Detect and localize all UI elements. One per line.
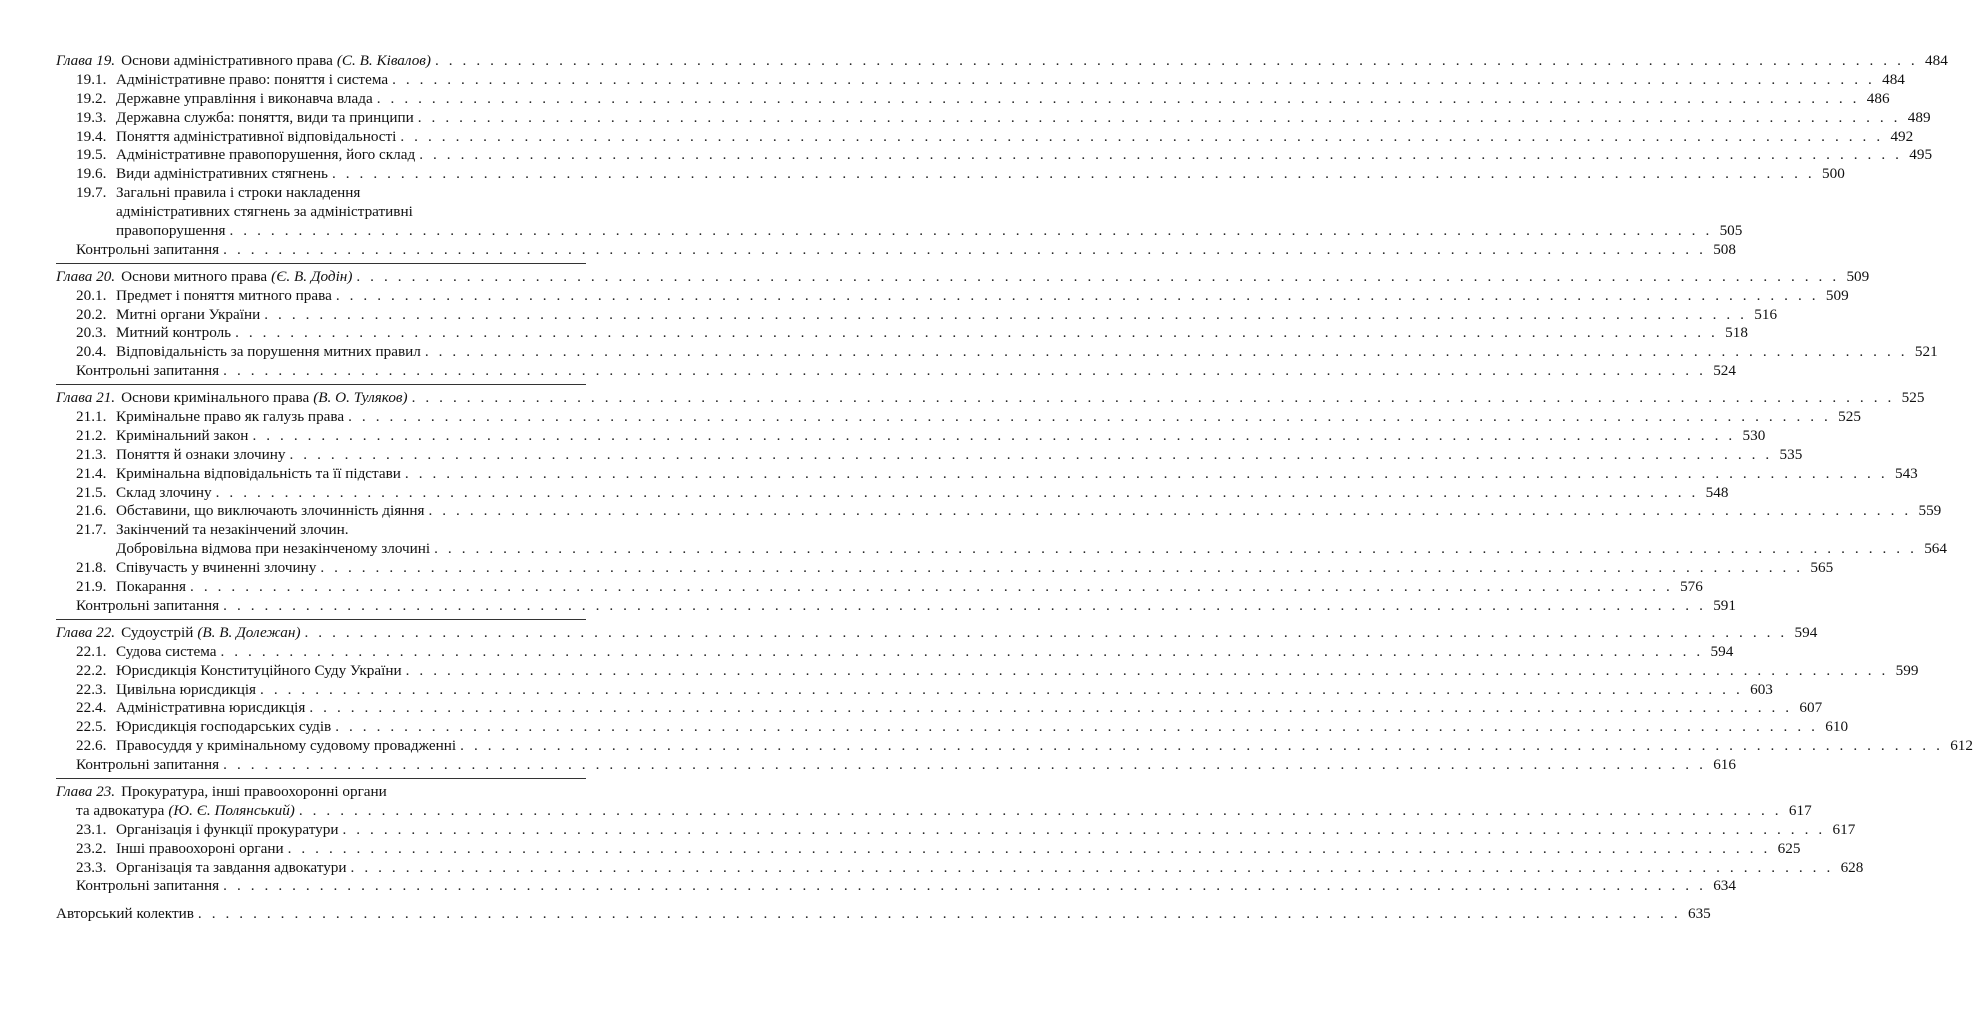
section-text bbox=[76, 718, 331, 737]
chapter-page: 525 bbox=[1901, 389, 1925, 407]
section-number: 21.5. bbox=[76, 483, 107, 501]
chapter-page: 509 bbox=[1846, 267, 1870, 285]
section-title: Цивільна юрисдикція bbox=[116, 680, 257, 698]
section-page: 518 bbox=[1725, 324, 1748, 342]
section-title: Організація та завдання адвокатури bbox=[116, 858, 347, 876]
dot-leader bbox=[290, 446, 1773, 465]
dot-leader bbox=[230, 222, 1713, 241]
chapter-page: 617 bbox=[1788, 801, 1812, 819]
section-number: 21.9. bbox=[76, 578, 107, 596]
section-title: Адміністративна юрисдикція bbox=[116, 699, 306, 717]
section-number: 21.4. bbox=[76, 464, 107, 482]
dot-leader bbox=[435, 52, 1918, 71]
section-number: 23.3. bbox=[76, 858, 107, 876]
dot-leader bbox=[406, 662, 1889, 681]
chapter-title: Основи кримінального права bbox=[121, 389, 310, 407]
section-title: Співучасть у вчиненні злочину bbox=[116, 559, 317, 577]
dot-leader bbox=[460, 737, 1943, 756]
dot-leader bbox=[309, 699, 1792, 718]
section-number: 23.1. bbox=[76, 820, 107, 838]
chapter-label: Глава 19. bbox=[56, 52, 116, 69]
section-text bbox=[76, 662, 402, 681]
section-page: 548 bbox=[1705, 483, 1729, 501]
chapter-block bbox=[56, 623, 1973, 779]
section-page: 492 bbox=[1890, 127, 1914, 145]
section-text bbox=[76, 146, 415, 165]
section-title: Кримінальний закон bbox=[116, 426, 249, 444]
chapter-author: (В. В. Долежан) bbox=[197, 623, 301, 641]
chapter-title-cont: та адвокатура bbox=[76, 801, 165, 819]
section-text bbox=[76, 71, 388, 90]
section-page: 559 bbox=[1918, 502, 1942, 520]
dot-leader bbox=[332, 165, 1815, 184]
section-entry-cont bbox=[56, 203, 586, 222]
section-text bbox=[76, 699, 305, 718]
section-entry bbox=[56, 464, 1918, 484]
section-title: Юрисдикція Конституційного Суду України bbox=[116, 661, 402, 679]
chapter-heading-text bbox=[56, 624, 301, 643]
dot-leader bbox=[198, 905, 1681, 924]
section-entry bbox=[56, 445, 1803, 465]
dot-leader bbox=[264, 306, 1747, 325]
section-text bbox=[76, 821, 338, 840]
chapter-block bbox=[56, 782, 1864, 899]
chapter-label: Глава 20. bbox=[56, 267, 116, 285]
dot-leader bbox=[299, 802, 1782, 821]
section-text bbox=[76, 427, 248, 446]
section-page: 617 bbox=[1832, 820, 1856, 838]
section-entry bbox=[56, 70, 1905, 90]
section-page: 565 bbox=[1810, 559, 1834, 577]
section-page: 500 bbox=[1822, 165, 1845, 183]
section-page: 610 bbox=[1825, 718, 1849, 736]
section-text bbox=[76, 559, 316, 578]
section-entry bbox=[56, 699, 1823, 718]
section-number: 22.2. bbox=[76, 661, 107, 679]
authors-entry bbox=[56, 905, 1711, 924]
section-title: Загальні правила і строки накладення bbox=[116, 184, 361, 202]
section-entry bbox=[56, 483, 1729, 503]
dot-leader bbox=[377, 90, 1860, 109]
section-entry bbox=[56, 718, 1849, 737]
section-entry bbox=[56, 502, 1942, 521]
section-page: 612 bbox=[1950, 737, 1973, 755]
section-number: 21.8. bbox=[76, 559, 107, 577]
section-number: 22.6. bbox=[76, 737, 107, 755]
chapter-heading-text bbox=[56, 389, 408, 408]
section-title: Види адміністративних стягнень bbox=[116, 165, 328, 183]
section-text bbox=[76, 343, 421, 362]
control-questions-page: 508 bbox=[1713, 240, 1736, 258]
section-text bbox=[76, 681, 256, 700]
dot-leader bbox=[405, 465, 1888, 484]
control-questions-page: 524 bbox=[1713, 362, 1736, 380]
section-page: 495 bbox=[1909, 146, 1933, 164]
chapter-block bbox=[56, 267, 1938, 385]
section-text bbox=[76, 643, 216, 662]
section-entry bbox=[56, 184, 586, 203]
section-page: 489 bbox=[1907, 108, 1931, 126]
table-of-contents bbox=[56, 52, 1973, 924]
chapter-page: 484 bbox=[1925, 52, 1948, 69]
dot-leader bbox=[220, 643, 1703, 662]
section-number: 21.6. bbox=[76, 502, 107, 520]
section-page: 509 bbox=[1825, 286, 1849, 304]
section-number: 19.5. bbox=[76, 146, 107, 164]
section-entry bbox=[56, 737, 1973, 756]
section-title: Організація і функції прокуратури bbox=[116, 820, 339, 838]
dot-leader bbox=[260, 681, 1743, 700]
chapter-author: (Ю. Є. Полянський) bbox=[168, 801, 295, 819]
control-questions-page: 616 bbox=[1713, 756, 1736, 774]
section-page: 628 bbox=[1840, 858, 1864, 876]
section-text bbox=[76, 287, 332, 306]
section-title: Митний контроль bbox=[116, 324, 232, 342]
section-number: 22.3. bbox=[76, 680, 107, 698]
dot-leader bbox=[223, 597, 1706, 616]
section-title: Закінчений та незакінчений злочин. bbox=[116, 521, 349, 539]
section-text bbox=[76, 578, 186, 597]
chapter-title: Основи митного права bbox=[121, 267, 268, 285]
chapter-heading bbox=[56, 267, 1870, 287]
section-entry bbox=[56, 343, 1938, 362]
section-entry bbox=[56, 108, 1931, 128]
control-questions-title: Контрольні запитання bbox=[76, 240, 220, 258]
section-title: Інші правоохороні органи bbox=[116, 839, 284, 857]
chapter-title: Судоустрій bbox=[121, 623, 194, 641]
control-questions-title: Контрольні запитання bbox=[76, 877, 220, 895]
section-entry bbox=[56, 408, 1861, 427]
section-number: 20.4. bbox=[76, 343, 107, 361]
section-title: Обставини, що виключають злочинність діяння bbox=[116, 502, 425, 520]
section-text bbox=[76, 840, 284, 859]
chapter-block bbox=[56, 389, 1947, 620]
dot-leader bbox=[418, 109, 1901, 128]
section-entry bbox=[56, 839, 1801, 859]
chapter-heading-cont bbox=[56, 801, 1812, 821]
section-text bbox=[76, 184, 360, 203]
section-title: Адміністративне право: поняття і система bbox=[116, 70, 389, 88]
chapter-heading-text bbox=[56, 783, 387, 802]
chapter-heading bbox=[56, 52, 1948, 71]
section-title: Державна служба: поняття, види та принципи bbox=[116, 108, 414, 126]
dot-leader bbox=[190, 578, 1673, 597]
section-entry bbox=[56, 680, 1773, 700]
dot-leader bbox=[320, 559, 1803, 578]
section-title: Судова система bbox=[116, 642, 217, 660]
chapter-label: Глава 22. bbox=[56, 623, 116, 641]
dot-leader bbox=[252, 427, 1735, 446]
dot-leader bbox=[434, 540, 1917, 559]
section-number: 19.2. bbox=[76, 89, 107, 107]
section-page: 564 bbox=[1924, 540, 1947, 558]
section-number: 19.6. bbox=[76, 165, 107, 183]
section-title: Адміністративне правопорушення, його склад bbox=[116, 146, 416, 164]
dot-leader bbox=[351, 859, 1834, 878]
section-page: 607 bbox=[1799, 699, 1823, 717]
dot-leader bbox=[419, 146, 1902, 165]
section-page: 486 bbox=[1866, 89, 1890, 107]
dot-leader bbox=[288, 840, 1771, 859]
control-questions-title: Контрольні запитання bbox=[76, 756, 220, 774]
section-entry bbox=[56, 521, 586, 540]
section-page: 484 bbox=[1882, 70, 1905, 88]
section-entry bbox=[56, 127, 1914, 147]
section-number: 20.2. bbox=[76, 305, 107, 323]
section-entry bbox=[56, 559, 1834, 578]
chapter-label: Глава 21. bbox=[56, 389, 116, 407]
section-page: 603 bbox=[1750, 680, 1773, 698]
section-text bbox=[76, 521, 349, 540]
chapter-heading-text bbox=[56, 268, 352, 287]
section-title: Кримінальне право як галузь права bbox=[116, 408, 345, 426]
section-number: 21.2. bbox=[76, 426, 107, 444]
section-title: Митні органи України bbox=[116, 305, 261, 323]
chapter-title: Прокуратура, інші правоохоронні органи bbox=[121, 782, 387, 800]
chapter-author: (Є. В. Додін) bbox=[271, 267, 353, 285]
control-questions-page: 634 bbox=[1713, 877, 1736, 895]
section-entry-cont bbox=[56, 540, 1947, 559]
control-questions-title: Контрольні запитання bbox=[76, 596, 220, 614]
control-questions-entry bbox=[56, 596, 1736, 616]
section-entry bbox=[56, 426, 1766, 446]
section-text bbox=[76, 737, 456, 756]
chapter-heading-cont-text bbox=[76, 802, 295, 821]
section-text bbox=[76, 128, 396, 147]
section-title: Кримінальна відповідальність та її підстави bbox=[116, 464, 401, 482]
dot-leader bbox=[342, 821, 1825, 840]
section-entry bbox=[56, 324, 1748, 343]
section-page: 576 bbox=[1680, 578, 1703, 596]
section-entry bbox=[56, 286, 1849, 306]
dot-leader bbox=[223, 241, 1706, 260]
dot-leader bbox=[235, 324, 1718, 343]
dot-leader bbox=[400, 128, 1883, 147]
section-text bbox=[76, 165, 328, 184]
section-text bbox=[76, 465, 401, 484]
dot-leader bbox=[335, 718, 1818, 737]
section-number: 19.7. bbox=[76, 184, 107, 202]
dot-leader bbox=[223, 362, 1706, 381]
section-number: 19.3. bbox=[76, 108, 107, 126]
section-entry bbox=[56, 578, 1703, 597]
section-number: 22.4. bbox=[76, 699, 107, 717]
section-title: Державне управління і виконавча влада bbox=[116, 89, 373, 107]
section-text bbox=[76, 90, 373, 109]
section-text bbox=[76, 484, 212, 503]
section-number: 21.1. bbox=[76, 408, 107, 426]
dot-leader bbox=[392, 71, 1875, 90]
section-text bbox=[76, 502, 424, 521]
section-page: 535 bbox=[1779, 445, 1803, 463]
authors-title: Авторський колектив bbox=[56, 905, 194, 923]
section-title-cont: адміністративних стягнень за адміністративні bbox=[116, 203, 413, 221]
section-number: 23.2. bbox=[76, 839, 107, 857]
section-number: 20.1. bbox=[76, 286, 107, 304]
section-title: Юрисдикція господарських судів bbox=[116, 718, 332, 736]
section-title-cont: правопорушення bbox=[116, 222, 226, 240]
control-questions-entry bbox=[56, 240, 1736, 260]
section-entry bbox=[56, 820, 1856, 840]
chapter-heading-text bbox=[56, 52, 431, 71]
section-entry bbox=[56, 89, 1890, 109]
section-title: Поняття адміністративної відповідальності bbox=[116, 127, 397, 145]
control-questions-title: Контрольні запитання bbox=[76, 362, 220, 380]
dot-leader bbox=[216, 484, 1699, 503]
chapter-title: Основи адміністративного права bbox=[121, 52, 333, 69]
chapter-heading bbox=[56, 389, 1925, 408]
control-questions-entry bbox=[56, 877, 1736, 896]
section-entry bbox=[56, 165, 1845, 184]
control-questions-page: 591 bbox=[1713, 596, 1736, 614]
section-page: 530 bbox=[1742, 426, 1766, 444]
chapter-author: (С. В. Ківалов) bbox=[336, 52, 431, 69]
chapter-author: (В. О. Туляков) bbox=[313, 389, 408, 407]
section-text bbox=[76, 446, 286, 465]
section-page: 516 bbox=[1754, 305, 1778, 323]
section-title: Поняття й ознаки злочину bbox=[116, 445, 286, 463]
section-number: 22.1. bbox=[76, 642, 107, 660]
section-entry bbox=[56, 642, 1734, 662]
section-number: 21.3. bbox=[76, 445, 107, 463]
section-page: 594 bbox=[1710, 642, 1734, 660]
control-questions-entry bbox=[56, 362, 1736, 381]
section-title: Правосуддя у кримінальному судовому провадженні bbox=[116, 737, 457, 755]
section-page: 625 bbox=[1777, 839, 1801, 857]
section-text bbox=[76, 324, 231, 343]
dot-leader bbox=[425, 343, 1908, 362]
section-text bbox=[76, 306, 260, 325]
section-number: 20.3. bbox=[76, 324, 107, 342]
dot-leader bbox=[348, 408, 1831, 427]
section-text bbox=[76, 859, 347, 878]
section-number: 19.4. bbox=[76, 127, 107, 145]
chapter-heading bbox=[56, 783, 586, 802]
chapter-label: Глава 23. bbox=[56, 782, 116, 800]
dot-leader bbox=[223, 756, 1706, 775]
dot-leader bbox=[356, 268, 1839, 287]
section-title: Відповідальність за порушення митних правил bbox=[116, 343, 421, 361]
chapter-block bbox=[56, 52, 1948, 264]
section-page: 599 bbox=[1895, 661, 1919, 679]
chapter-page: 594 bbox=[1794, 623, 1818, 641]
section-page: 543 bbox=[1894, 464, 1918, 482]
section-number: 19.1. bbox=[76, 70, 107, 88]
section-text bbox=[76, 109, 414, 128]
section-entry bbox=[56, 305, 1778, 325]
section-entry bbox=[56, 146, 1933, 165]
section-number: 22.5. bbox=[76, 718, 107, 736]
section-page: 525 bbox=[1838, 408, 1861, 426]
section-text bbox=[76, 408, 344, 427]
section-number: 21.7. bbox=[76, 521, 107, 539]
section-title-cont: Добровільна відмова при незакінченому злочині bbox=[116, 540, 431, 558]
control-questions-entry bbox=[56, 756, 1736, 775]
dot-leader bbox=[336, 287, 1819, 306]
authors-page: 635 bbox=[1687, 905, 1711, 923]
section-entry bbox=[56, 661, 1919, 681]
section-entry bbox=[56, 858, 1864, 878]
section-title: Покарання bbox=[116, 578, 187, 596]
section-page: 505 bbox=[1719, 222, 1743, 240]
dot-leader bbox=[428, 502, 1911, 521]
section-title: Предмет і поняття митного права bbox=[116, 286, 332, 304]
dot-leader bbox=[305, 624, 1788, 643]
chapter-heading bbox=[56, 623, 1818, 643]
dot-leader bbox=[223, 877, 1706, 896]
section-title: Склад злочину bbox=[116, 483, 212, 501]
dot-leader bbox=[412, 389, 1895, 408]
section-entry-cont bbox=[56, 222, 1743, 241]
section-page: 521 bbox=[1914, 343, 1938, 361]
